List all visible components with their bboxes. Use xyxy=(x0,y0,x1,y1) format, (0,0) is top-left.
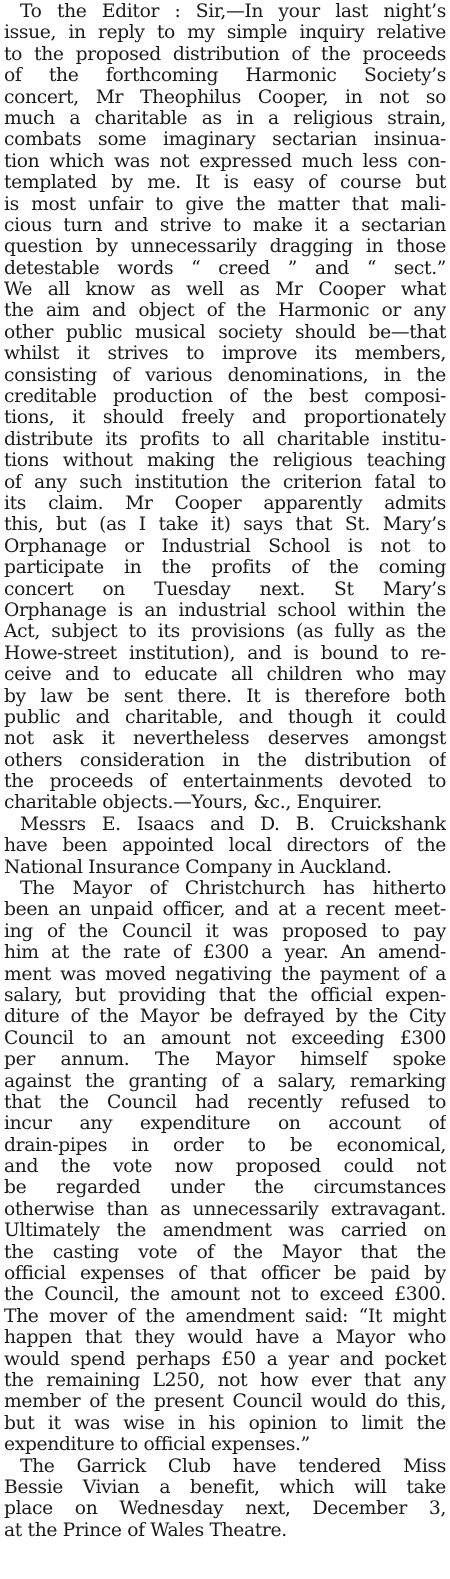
text-line: and the vote now proposed could not xyxy=(4,1156,446,1178)
text-line: drain-pipes in order to be economical, xyxy=(4,1134,446,1156)
text-line: tion which was not expressed much less con- xyxy=(4,150,446,172)
text-line: the proceeds of entertainments devoted to xyxy=(4,771,446,793)
text-line: Act, subject to its provisions (as fully as the xyxy=(4,621,446,643)
text-line: issue, in reply to my simple inquiry relative xyxy=(4,22,446,44)
text-line: charitable objects.—Yours, &c., Enquirer. xyxy=(4,792,382,814)
text-line: combats some imaginary sectarian insinua- xyxy=(4,129,446,151)
text-line: by law be sent there. It is therefore both xyxy=(4,685,446,707)
text-line: To the Editor : Sir,—In your last night’s xyxy=(20,1,446,22)
text-line: but it was wise in his opinion to limit the xyxy=(4,1412,446,1434)
text-line: Orphanage or Industrial School is not to xyxy=(4,535,446,557)
text-line: ceive and to educate all children who may xyxy=(4,664,446,686)
text-line: member of the present Council would do this, xyxy=(4,1391,446,1413)
text-line: be regarded under the circumstances xyxy=(4,1177,446,1199)
text-line: would spend perhaps £50 a year and pocket xyxy=(4,1348,446,1370)
text-line: this, but (as I take it) says that St. Mary’s xyxy=(4,514,446,536)
text-line: per annum. The Mayor himself spoke xyxy=(4,1049,446,1071)
text-line: is most unfair to give the matter that mali- xyxy=(4,193,446,215)
paragraph-garrick xyxy=(4,1456,446,1542)
text-line: against the granting of a salary, remarking xyxy=(4,1070,446,1092)
text-line: tions without making the religious teaching xyxy=(4,450,446,472)
text-line: that the Council had recently refused to xyxy=(4,1091,446,1113)
text-line: salary, but providing that the official expen- xyxy=(4,984,446,1006)
text-line: place on Wednesday next, December 3, xyxy=(4,1498,446,1520)
text-line: question by unnecessarily dragging in those xyxy=(4,236,446,258)
text-line: concert on Tuesday next. St Mary’s xyxy=(4,578,446,600)
text-line: Ultimately the amendment was carried on xyxy=(4,1220,446,1242)
text-line: The Mayor of Christchurch has hitherto xyxy=(20,878,446,900)
text-line: ment was moved negativing the payment of a xyxy=(4,963,446,985)
text-line: have been appointed local directors of the xyxy=(4,835,446,857)
text-line: Messrs E. Isaacs and D. B. Cruickshank xyxy=(20,813,446,835)
text-line: him at the rate of £300 a year. An amend- xyxy=(4,942,446,964)
text-line: cious turn and strive to make it a sectarian xyxy=(4,214,446,236)
text-line: Orphanage is an industrial school within the xyxy=(4,599,446,621)
text-line: Council to an amount not exceeding £300 xyxy=(4,1027,446,1049)
text-line: the remaining L250, not how ever that any xyxy=(4,1370,446,1391)
text-line: of the forthcoming Harmonic Society’s xyxy=(4,65,446,87)
text-line: We all know as well as Mr Cooper what xyxy=(4,279,446,301)
text-line: The mover of the amendment said: “It might xyxy=(4,1305,446,1327)
paragraph-mayor xyxy=(4,878,446,1456)
text-line: detestable words “ creed ” and “ sect.” xyxy=(4,257,446,279)
text-line: otherwise than as unnecessarily extravagant. xyxy=(4,1198,446,1220)
text-line: whilst it strives to improve its members, xyxy=(4,343,446,365)
text-line: distribute its profits to all charitable institu- xyxy=(4,428,446,450)
text-line: the Council, the amount not to exceed £300. xyxy=(4,1284,446,1306)
text-line: incur any expenditure on account of xyxy=(4,1113,446,1135)
text-line: ing of the Council it was proposed to pay xyxy=(4,920,446,942)
text-line: creditable production of the best composi- xyxy=(4,386,446,408)
text-line: Howe-street institution), and is bound to re- xyxy=(4,642,446,664)
text-line: not ask it nevertheless deserves amongst xyxy=(4,728,446,750)
text-line: its claim. Mr Cooper apparently admits xyxy=(4,492,446,514)
text-line: the casting vote of the Mayor that the xyxy=(4,1241,446,1263)
text-line: participate in the profits of the coming xyxy=(4,557,446,579)
text-line: templated by me. It is easy of course but xyxy=(4,172,446,194)
text-line: The Garrick Club have tendered Miss xyxy=(20,1455,446,1477)
paragraph-letter xyxy=(4,1,446,814)
text-line: consisting of various denominations, in the xyxy=(4,364,446,386)
text-line: been an unpaid officer, and at a recent meet- xyxy=(4,899,446,921)
text-line: to the proposed distribution of the proceeds xyxy=(4,43,446,65)
text-line: the aim and object of the Harmonic or any xyxy=(4,300,446,322)
text-line: tions, it should freely and proportionately xyxy=(4,407,446,429)
text-line: official expenses of that officer be paid by xyxy=(4,1263,446,1285)
text-line: others consideration in the distribution of xyxy=(4,749,446,771)
text-line: at the Prince of Wales Theatre. xyxy=(4,1519,287,1541)
text-line: of any such institution the criterion fatal to xyxy=(4,471,446,493)
text-line: expenditure to official expenses.” xyxy=(4,1434,310,1456)
text-line: Bessie Vivian a benefit, which will take xyxy=(4,1476,446,1498)
text-line: much a charitable as in a religious strain, xyxy=(4,107,446,129)
text-line: other public musical society should be—that xyxy=(4,321,446,343)
text-line: happen that they would have a Mayor who xyxy=(4,1327,446,1349)
paragraph-directors xyxy=(4,814,446,878)
text-line: National Insurance Company in Auckland. xyxy=(4,856,392,878)
text-line: public and charitable, and though it could xyxy=(4,706,446,728)
text-line: concert, Mr Theophilus Cooper, in not so xyxy=(4,86,446,108)
text-line: diture of the Mayor be defrayed by the City xyxy=(4,1006,446,1028)
